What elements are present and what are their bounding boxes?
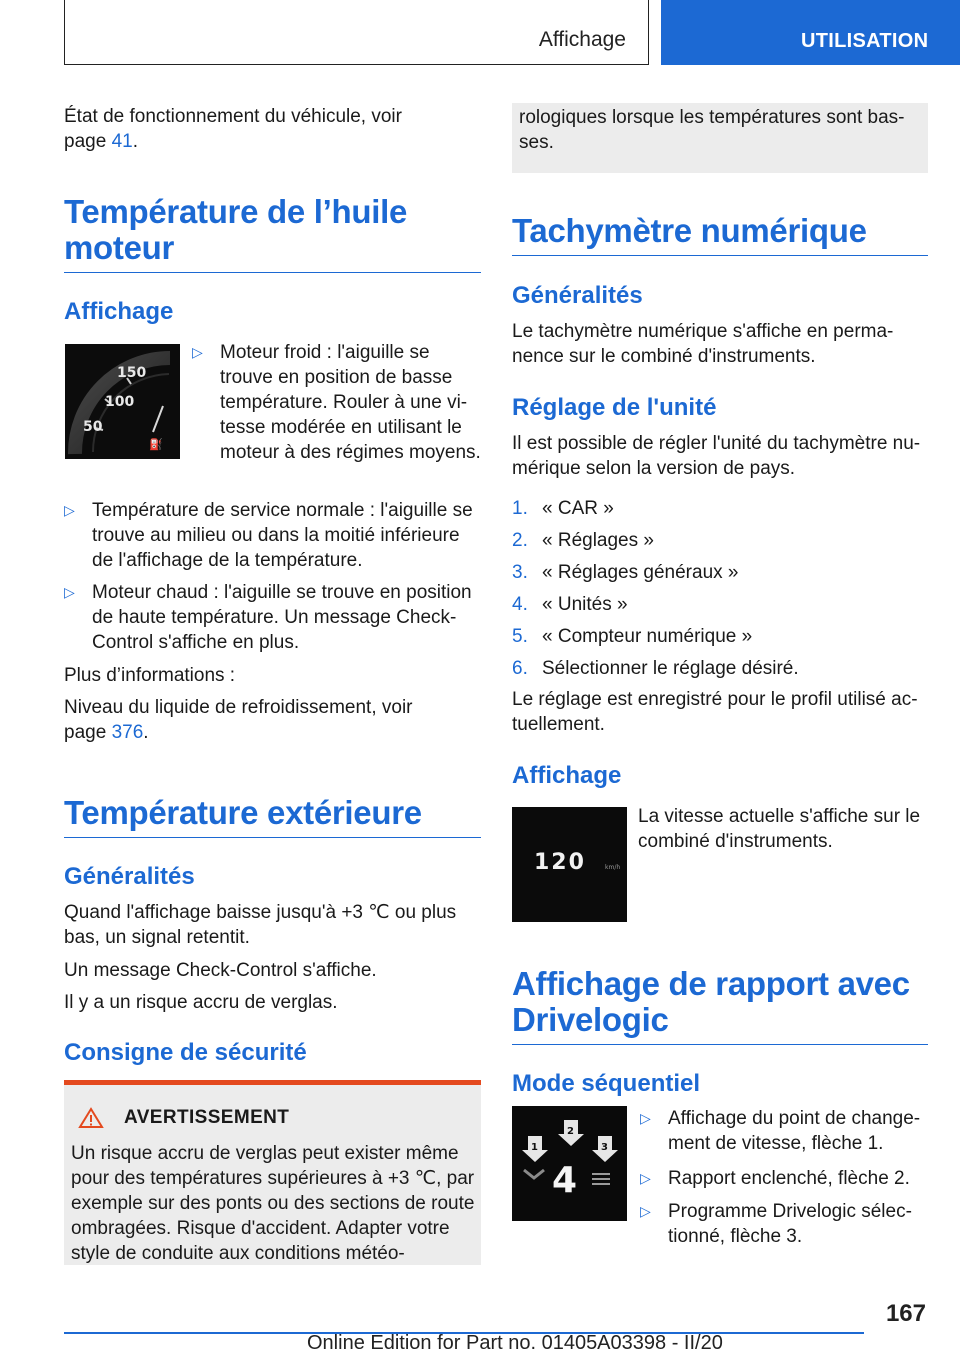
ext-paragraph-2: Un message Check-Control s'affiche. <box>64 960 377 981</box>
gauge-label-150: 150 <box>117 365 147 381</box>
ext-temp-section <box>64 795 481 838</box>
safety-heading: Consigne de sécurité <box>64 1039 307 1066</box>
step-text: « Réglages » <box>542 530 654 551</box>
bullet-triangle-icon: ▷ <box>64 584 75 600</box>
step-item <box>512 560 928 585</box>
ext-paragraph-3: Il y a un risque accru de verglas. <box>64 992 338 1013</box>
tach-section <box>512 213 928 256</box>
seq-bullet-1 <box>640 1106 928 1156</box>
speed-display-graphic <box>512 807 627 922</box>
arrow-label-3: 3 <box>601 1142 608 1153</box>
arrow-label-2: 2 <box>567 1126 574 1137</box>
page-link-376[interactable]: 376 <box>111 722 144 743</box>
bullet-triangle-icon: ▷ <box>640 1170 651 1186</box>
bullet-triangle-icon: ▷ <box>640 1203 651 1219</box>
gear-display-image <box>512 1106 627 1221</box>
step-item <box>512 656 928 681</box>
step-item <box>512 624 928 649</box>
oil-gauge-image <box>65 344 180 459</box>
intro-paragraph: État de fonctionnement du véhicule, voir page 41. <box>64 106 402 152</box>
header-bar <box>64 0 649 65</box>
step-number: 4. <box>512 594 528 615</box>
header-chapter-tab[interactable]: UTILISATION <box>661 0 960 65</box>
page-link-41[interactable]: 41 <box>111 131 133 152</box>
tach-gen-text: Le tachymètre numérique s'affiche en perma-nence sur le combiné d'instruments. <box>512 321 894 367</box>
oil-affichage-heading: Affichage <box>64 298 174 325</box>
oil-bullet-3 <box>64 580 481 655</box>
gear-section <box>512 966 928 1045</box>
oil-gauge-graphic <box>65 344 180 459</box>
warning-text: Un risque accru de verglas peut exister même pour des températures supérieures à +3 ℃, par exemple sur des ponts ou des sections de route ombragées. Risque d'accident. Adapter votre style de conduite aux conditions météo- <box>71 1143 475 1264</box>
step-item <box>512 496 928 521</box>
coolant-paragraph: Niveau du liquide de refroidissement, voir page 376. <box>64 697 413 743</box>
seq-bullet-2-text: Rapport enclenché, flèche 2. <box>668 1168 910 1189</box>
warning-cont-text: rologiques lorsque les températures sont bas-ses. <box>519 107 905 153</box>
saved-text: Le réglage est enregistré pour le profil utilisé ac-tuellement. <box>512 689 918 735</box>
tach-affichage-heading: Affichage <box>512 762 622 789</box>
coolant-text: Niveau du liquide de refroidissement, voir <box>64 697 413 718</box>
gear-digit: 4 <box>552 1160 578 1201</box>
coolant-page-label: page <box>64 722 107 743</box>
step-text: « CAR » <box>542 498 614 519</box>
seq-heading: Mode séquentiel <box>512 1070 701 1097</box>
warning-triangle-icon <box>78 1107 104 1129</box>
oil-temperature-section <box>64 194 481 273</box>
bullet-triangle-icon: ▷ <box>64 502 75 518</box>
seq-bullet-3 <box>640 1199 928 1249</box>
gear-display-graphic <box>512 1106 627 1221</box>
unit-heading: Réglage de l'unité <box>512 394 717 421</box>
speed-value: 120 <box>534 850 586 875</box>
step-text: « Compteur numérique » <box>542 626 753 647</box>
step-number: 1. <box>512 498 528 519</box>
warning-label: AVERTISSEMENT <box>124 1107 290 1128</box>
gear-title-line1: Affichage de rapport avec <box>512 965 910 1002</box>
step-text: « Réglages généraux » <box>542 562 739 583</box>
step-text: Sélectionner le réglage désiré. <box>542 658 799 679</box>
oil-title-line1: Température de l’huile <box>64 193 408 230</box>
oil-bullet-1 <box>192 340 481 465</box>
gear-title <box>512 966 928 1045</box>
speed-display-image <box>512 807 627 922</box>
header-section-title: Affichage <box>538 28 626 51</box>
oil-bullet-3-text: Moteur chaud : l'aiguille se trouve en position de haute température. Un message Check-Control s'affiche en plus. <box>92 582 472 653</box>
gear-title-line2: Drivelogic <box>512 1001 669 1038</box>
step-number: 5. <box>512 626 528 647</box>
step-number: 2. <box>512 530 528 551</box>
intro-text: État de fonctionnement du véhicule, voir <box>64 106 402 127</box>
ext-paragraph-1: Quand l'affichage baisse jusqu'à +3 ℃ ou plus bas, un signal retentit. <box>64 902 457 948</box>
seq-bullet-3-text: Programme Drivelogic sélec-tionné, flèche 3. <box>668 1201 912 1247</box>
oil-can-icon: ⛽ <box>149 438 163 451</box>
bullet-triangle-icon: ▷ <box>640 1110 651 1126</box>
ext-generalites-heading: Généralités <box>64 863 195 890</box>
more-info-label: Plus d’informations : <box>64 665 236 686</box>
intro-page-label: page <box>64 131 107 152</box>
step-item <box>512 528 928 553</box>
warning-box-continued <box>512 103 928 173</box>
speed-unit: km/h <box>605 864 621 871</box>
oil-temp-title <box>64 194 481 273</box>
step-item <box>512 592 928 617</box>
oil-bullet-1-text: Moteur froid : l'aiguille se trouve en position de basse température. Rouler à une vi-tesse modérée en utilisant le moteur à des régimes moyens. <box>220 342 481 463</box>
oil-bullet-2 <box>64 498 481 573</box>
warning-box <box>64 1085 481 1265</box>
oil-title-line2: moteur <box>64 229 175 266</box>
step-number: 3. <box>512 562 528 583</box>
page-number: 167 <box>885 1300 926 1327</box>
footer-edition: Online Edition for Part no. 01405A03398 - II/20 <box>307 1332 723 1354</box>
step-number: 6. <box>512 658 528 679</box>
oil-bullet-2-text: Température de service normale : l'aiguille se trouve au milieu ou dans la moitié inférieure de l'affichage de la température. <box>92 500 473 571</box>
seq-bullet-2 <box>640 1166 928 1191</box>
ext-temp-title: Température extérieure <box>64 795 481 838</box>
tach-title: Tachymètre numérique <box>512 213 928 256</box>
bullet-triangle-icon: ▷ <box>192 344 203 360</box>
warning-header <box>78 1107 289 1129</box>
steps-list <box>512 496 928 688</box>
arrow-label-1: 1 <box>531 1142 538 1153</box>
tach-generalites-heading: Généralités <box>512 282 643 309</box>
tach-aff-text: La vitesse actuelle s'affiche sur le combiné d'instruments. <box>638 806 921 852</box>
seq-bullet-1-text: Affichage du point de change-ment de vitesse, flèche 1. <box>668 1108 921 1154</box>
step-text: « Unités » <box>542 594 628 615</box>
gauge-label-100: 100 <box>105 394 135 410</box>
unit-text: Il est possible de régler l'unité du tachymètre nu-mérique selon la version de pays. <box>512 433 921 479</box>
gauge-label-50: 50 <box>83 419 103 435</box>
